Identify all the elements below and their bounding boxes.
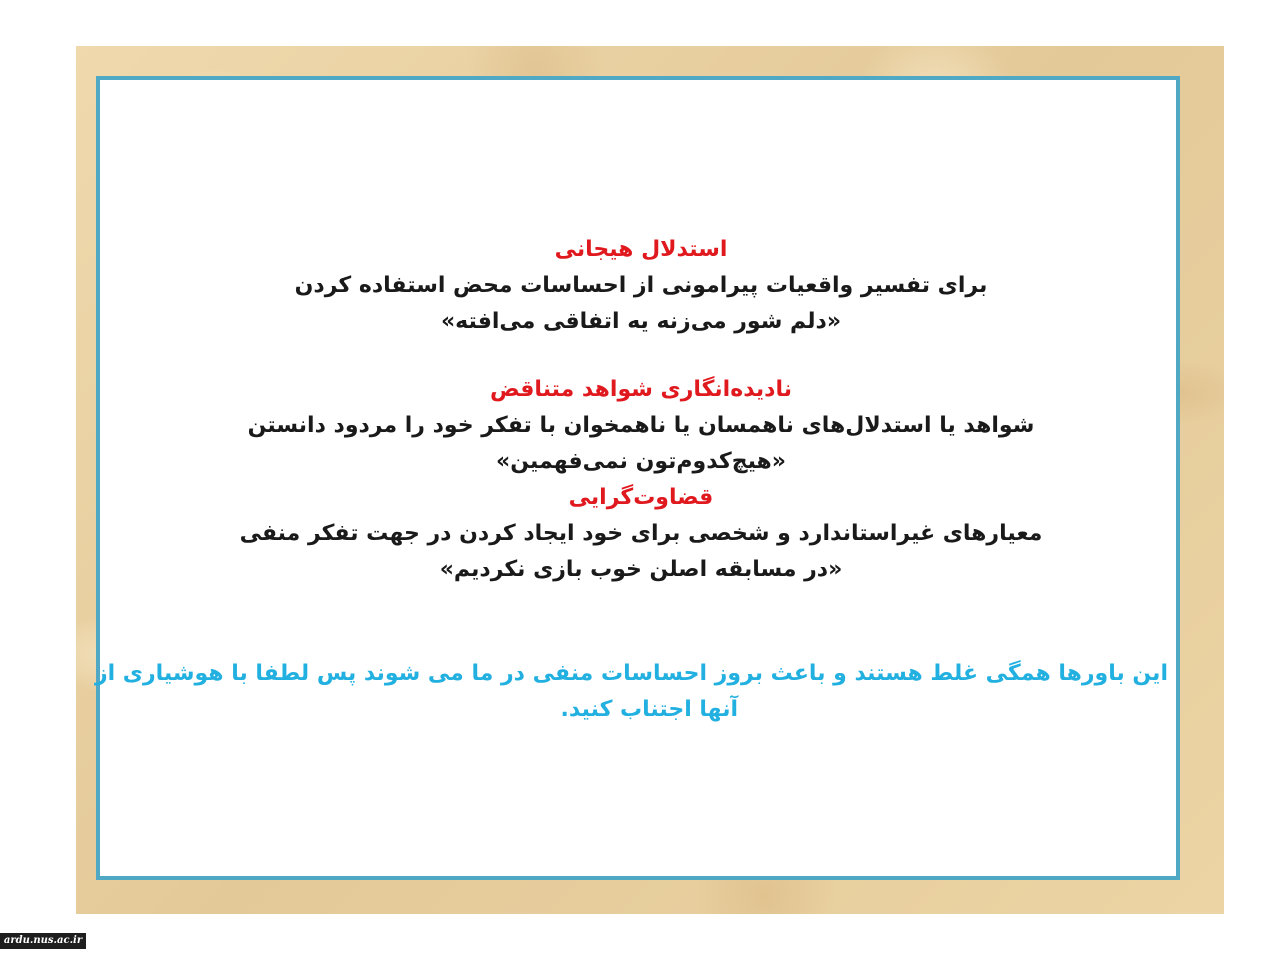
section-spacer	[120, 340, 1162, 372]
section-example-ignoring-evidence: «هیچ‌کدوم‌تون نمی‌فهمین»	[495, 449, 787, 474]
slide-content	[96, 76, 1180, 880]
section-description-emotional-reasoning: برای تفسیر واقعیات پیرامونی از احساسات محض استفاده کردن	[294, 273, 988, 298]
site-watermark-badge: ardu.nus.ac.ir	[0, 933, 86, 949]
closing-note	[94, 656, 1168, 728]
closing-note-line-2: آنها اجتناب کنید.	[560, 697, 738, 722]
section-description-judgmentalism: معیارهای غیراستاندارد و شخصی برای خود ایجاد کردن در جهت تفکر منفی	[239, 521, 1043, 546]
section-example-emotional-reasoning: «دلم شور می‌زنه یه اتفاقی می‌افته»	[440, 309, 842, 334]
section-example-judgmentalism: «در مسابقه اصلن خوب بازی نکردیم»	[439, 557, 843, 582]
section-heading-ignoring-evidence: نادیده‌انگاری شواهد متناقض	[490, 377, 792, 402]
distortions-list	[120, 232, 1162, 588]
section-heading-emotional-reasoning: استدلال هیجانی	[554, 237, 728, 262]
section-description-ignoring-evidence: شواهد یا استدلال‌های ناهمسان یا ناهمخوان با تفکر خود را مردود دانستن	[247, 413, 1035, 438]
section-heading-judgmentalism: قضاوت‌گرایی	[568, 485, 714, 510]
closing-note-line-1: این باورها همگی غلط هستند و باعث بروز احساسات منفی در ما می شوند پس لطفا با هوشیاری از	[94, 661, 1168, 686]
